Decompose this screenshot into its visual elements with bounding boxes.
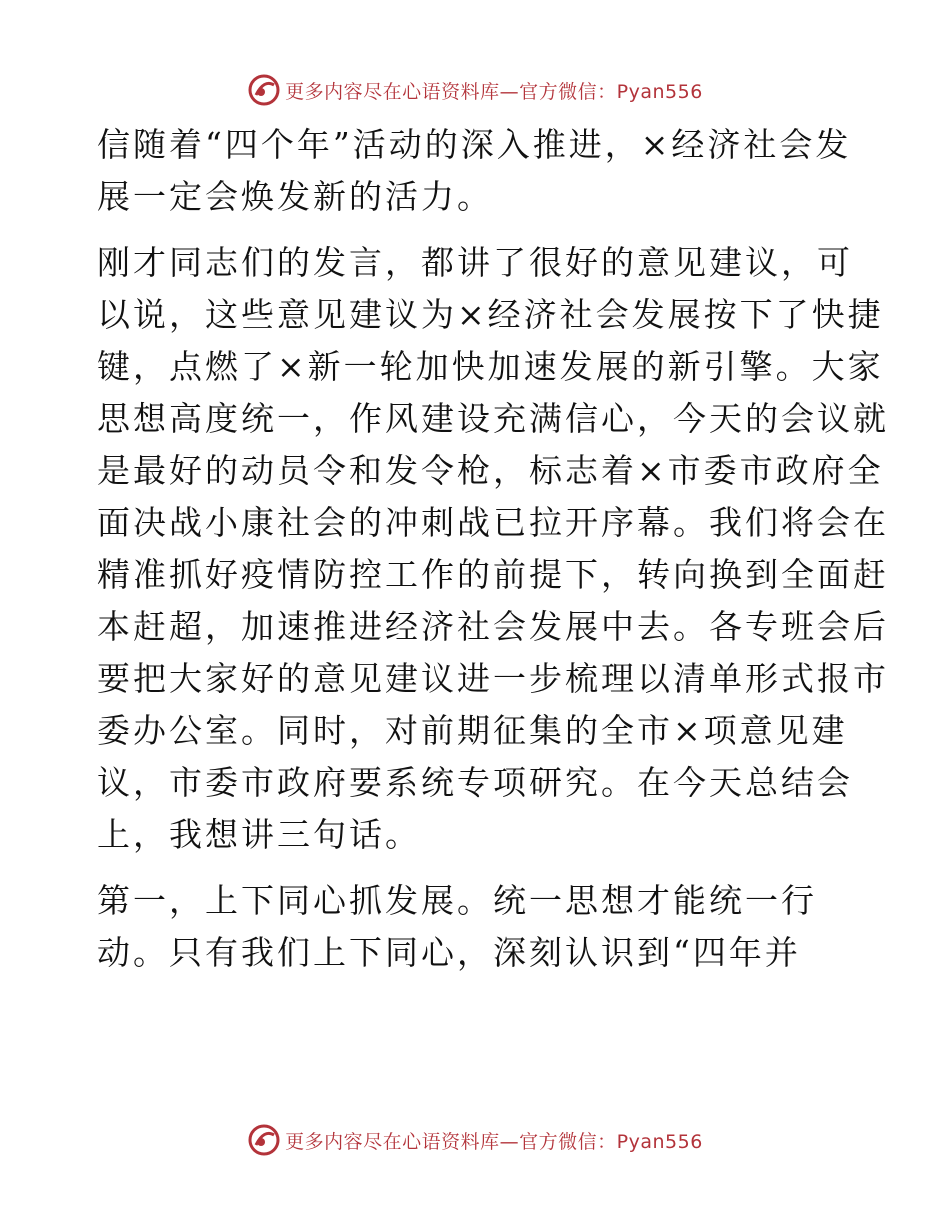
text-line: 精准抓好疫情防控工作的前提下，转向换到全面赶: [97, 555, 889, 594]
watermark-header: [0, 70, 950, 110]
text-line: 展一定会焕发新的活力。: [97, 177, 493, 216]
paragraph: [97, 875, 857, 979]
paragraph: [97, 237, 889, 861]
watermark-footer: [0, 1120, 950, 1160]
text-line: 以说，这些意见建议为×经济社会发展按下了快捷: [97, 295, 884, 334]
text-line: 动。只有我们上下同心，深刻认识到“四年并: [97, 933, 801, 972]
text-line: 刚才同志们的发言，都讲了很好的意见建议，可: [97, 243, 853, 282]
paragraph: [97, 119, 857, 223]
text-line: 键，点燃了×新一轮加快加速发展的新引擎。大家: [97, 347, 884, 386]
text-line: 本赶超，加速推进经济社会发展中去。各专班会后: [97, 607, 889, 646]
text-line: 要把大家好的意见建议进一步梳理以清单形式报市: [97, 659, 889, 698]
text-line: 是最好的动员令和发令枪，标志着×市委市政府全: [97, 451, 884, 490]
watermark-text: 更多内容尽在心语资料库—官方微信：Pyan556: [285, 80, 703, 103]
text-line: 委办公室。同时，对前期征集的全市×项意见建: [97, 711, 848, 750]
document-body: [97, 119, 889, 979]
watermark-text: 更多内容尽在心语资料库—官方微信：Pyan556: [285, 1130, 703, 1153]
text-line: 上，我想讲三句话。: [97, 815, 421, 854]
text-line: 面决战小康社会的冲刺战已拉开序幕。我们将会在: [97, 503, 889, 542]
text-line: 议，市委市政府要系统专项研究。在今天总结会: [97, 763, 853, 802]
text-line: 第一，上下同心抓发展。统一思想才能统一行: [97, 881, 817, 920]
logo-icon: [247, 1123, 281, 1157]
text-line: 思想高度统一，作风建设充满信心，今天的会议就: [97, 399, 889, 438]
text-line: 信随着“四个年”活动的深入推进，×经济社会发: [97, 125, 852, 164]
logo-icon: [247, 73, 281, 107]
